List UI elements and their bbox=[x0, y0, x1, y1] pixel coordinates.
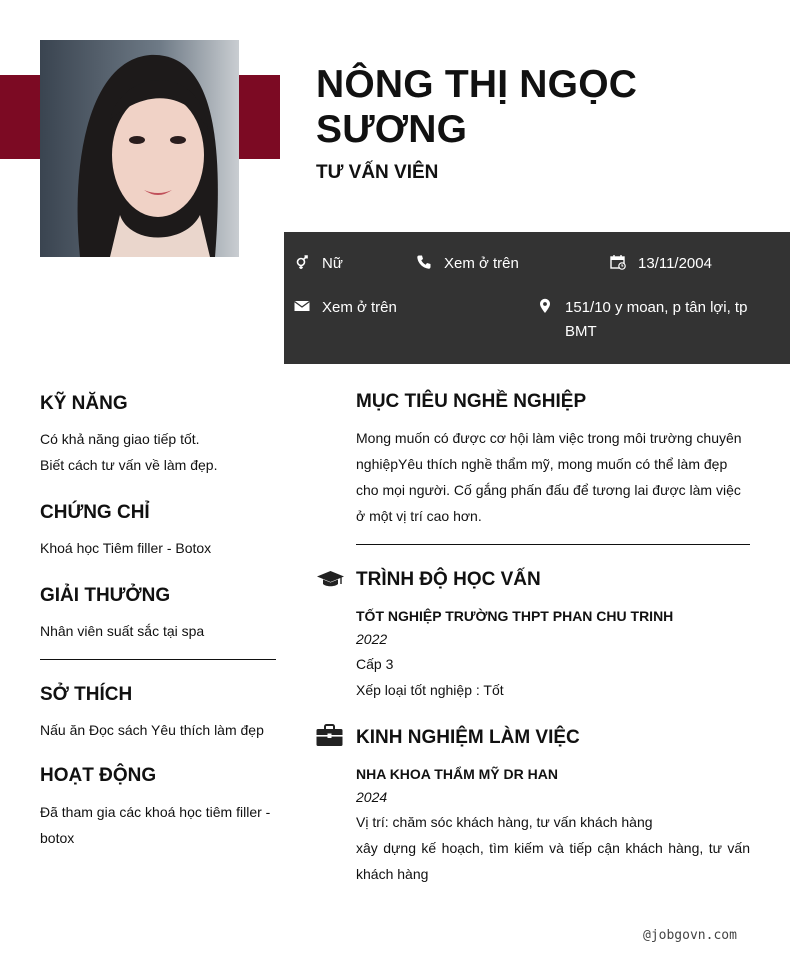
contact-birthday bbox=[610, 252, 712, 276]
education-title: TRÌNH ĐỘ HỌC VẤN bbox=[356, 569, 541, 590]
certificates-title: CHỨNG CHỈ bbox=[40, 502, 150, 523]
education-school: TỐT NGHIỆP TRƯỜNG THPT PHAN CHU TRINH bbox=[356, 608, 674, 624]
awards-title: GIẢI THƯỞNG bbox=[40, 585, 171, 606]
education-year: 2022 bbox=[356, 631, 388, 647]
experience-duties: xây dựng kế hoạch, tìm kiếm và tiếp cận khách hàng, tư vấn khách hàng bbox=[356, 840, 750, 882]
watermark: @jobgovn.com bbox=[643, 928, 737, 943]
hobbies-line: Nấu ăn Đọc sách Yêu thích làm đẹp bbox=[40, 722, 264, 738]
experience-position: Vị trí: chăm sóc khách hàng, tư vấn khách hàng bbox=[356, 814, 653, 830]
contact-address bbox=[537, 296, 777, 344]
profile-photo bbox=[40, 40, 239, 257]
experience-title: KINH NGHIỆM LÀM VIỆC bbox=[356, 727, 580, 748]
skills-line: Có khả năng giao tiếp tốt. bbox=[40, 431, 200, 447]
left-divider bbox=[40, 659, 276, 660]
contact-panel bbox=[284, 232, 790, 364]
phone-icon bbox=[416, 254, 432, 270]
candidate-role: TƯ VẤN VIÊN bbox=[316, 162, 439, 183]
gender-icon bbox=[294, 254, 310, 270]
contact-gender bbox=[294, 252, 343, 276]
contact-phone bbox=[416, 252, 519, 276]
experience-company: NHA KHOA THẨM MỸ DR HAN bbox=[356, 766, 558, 782]
skills-title: KỸ NĂNG bbox=[40, 393, 128, 414]
award-line: Nhân viên suất sắc tại spa bbox=[40, 623, 205, 639]
skills-line: Biết cách tư vấn về làm đẹp. bbox=[40, 457, 218, 473]
education-grade: Xếp loại tốt nghiệp : Tốt bbox=[356, 682, 504, 698]
phone-value: Xem ở trên bbox=[444, 255, 519, 272]
graduation-cap-icon bbox=[316, 570, 345, 588]
activities-text: Đã tham gia các khoá học tiêm filler - botox bbox=[40, 804, 271, 846]
activities-title: HOẠT ĐỘNG bbox=[40, 765, 157, 786]
birthday-value: 13/11/2004 bbox=[638, 255, 712, 272]
experience-year: 2024 bbox=[356, 789, 388, 805]
address-value: 151/10 y moan, p tân lợi, tp BMT bbox=[565, 299, 748, 340]
briefcase-icon bbox=[316, 724, 343, 747]
candidate-name: NÔNG THỊ NGỌC SƯƠNG bbox=[316, 63, 638, 151]
email-value: Xem ở trên bbox=[322, 299, 397, 316]
contact-email bbox=[294, 296, 397, 320]
objective-text: Mong muốn có được cơ hội làm việc trong môi trường chuyên nghiệpYêu thích nghề thẩm mỹ, mong muốn có thể làm đẹp cho mọi người. Cố gắng phấn đấu để tương lai được làm việc ở một vị trí cao hơn. bbox=[356, 430, 742, 524]
objective-title: MỤC TIÊU NGHỀ NGHIỆP bbox=[356, 391, 587, 412]
certificate-line: Khoá học Tiêm filler - Botox bbox=[40, 540, 212, 556]
location-icon bbox=[537, 298, 553, 314]
education-level: Cấp 3 bbox=[356, 656, 394, 672]
email-icon bbox=[294, 298, 310, 314]
right-divider bbox=[356, 544, 750, 545]
calendar-icon bbox=[610, 254, 626, 270]
gender-value: Nữ bbox=[322, 255, 343, 272]
hobbies-title: SỞ THÍCH bbox=[40, 684, 133, 705]
